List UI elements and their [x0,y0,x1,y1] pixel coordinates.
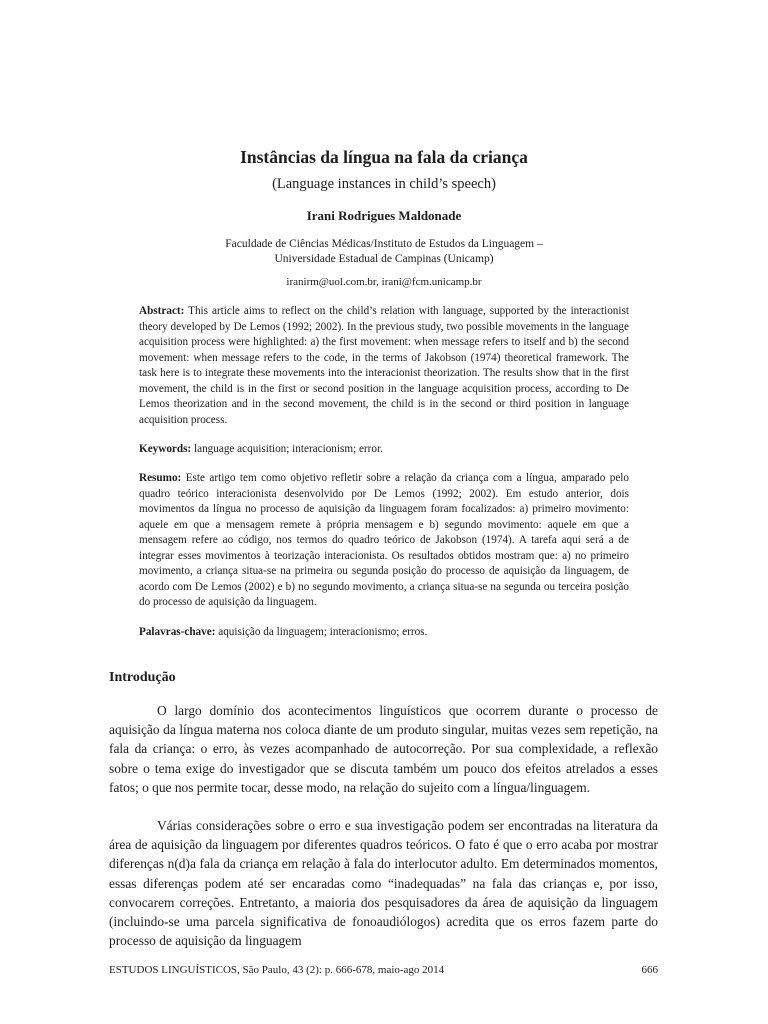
keywords-text: language acquisition; interacionism; error. [194,443,383,455]
section-heading: Introdução [109,670,176,685]
resumo [139,471,629,611]
abstract-text: This article aims to reflect on the child’s relation with language, supported by the interactionist theory developed by De Lemos (1992; 2002). In the previous study, two possible movements in the language acquisition process were highlighted: a) the first movement: when message refers to itself and b) the second movement: when message refers to the code, in the terms of Jakobson (1974) theoretical framework. The task here is to integrate these movements into the interacionist theorization. The results show that in the first movement, the child is in the first or second position in the language acquisition process, according to De Lemos theorization and in the second movement, the child is in the second or third position in language acquisition process. [139,305,629,426]
palavras-chave [139,625,629,641]
article-subtitle: (Language instances in child’s speech) [272,176,496,192]
keywords-label: Keywords: [139,443,192,455]
palavras-chave-label: Palavras-chave: [139,626,216,638]
page-number: 666 [641,964,658,976]
author-name: Irani Rodrigues Maldonade [306,208,462,223]
article-title: Instâncias da língua na fala da criança [240,147,528,167]
affiliation-line-2: Universidade Estadual de Campinas (Unicamp) [274,253,494,265]
palavras-chave-text: aquisição da linguagem; interacionismo; erros. [218,626,428,638]
abstract [139,304,629,428]
resumo-text: Este artigo tem como objetivo refletir sobre a relação da criança com a língua, amparado pelo quadro teórico interacionista desenvolvido por De Lemos (1992; 2002). Em estudo anterior, dois movimentos da língua no processo de aquisição da linguagem foram focalizados: a) primeiro movimento: aquele em que a mensagem remete à própria mensagem e b) segundo movimento: aquele em que a mensagem refere ao código, nos termos do quadro teórico de Jakobson (1974). A tarefa aqui será a de integrar esses movimentos à teorização interacionista. Os resultados obtidos mostram que: a) no primeiro movimento, a criança situa-se na primeira ou segunda posição do processo de aquisição da linguagem, de acordo com De Lemos (2002) e b) no segundo movimento, a criança situa-se na segunda ou terceira posição do processo de aquisição da linguagem. [139,472,629,608]
body-paragraph: O largo domínio dos acontecimentos linguísticos que ocorrem durante o processo de aquisição da língua materna nos coloca diante de um produto singular, muitas vezes sem repetição, na fala da criança: o erro, às vezes acompanhado de autocorreção. Por sua complexidade, a reflexão sobre o tema exige do investigador que se discuta também um pouco dos efeitos atrelados a esses fatos; o que nos permite tocar, desse modo, na relação do sujeito com a língua/linguagem. [109,703,658,795]
author-emails: iranirm@uol.com.br, irani@fcm.unicamp.br [286,276,482,288]
resumo-label: Resumo: [139,472,182,484]
affiliation-line-1: Faculdade de Ciências Médicas/Instituto de Estudos da Linguagem – [225,238,543,250]
abstract-label: Abstract: [139,305,185,317]
keywords [139,442,629,458]
author-affiliation [0,237,768,267]
body-paragraph: Várias considerações sobre o erro e sua investigação podem ser encontradas na literatura da área de aquisição da linguagem por diferentes quadros teóricos. O fato é que o erro acaba por mostrar diferenças n(d)a fala da criança em relação à fala do interlocutor adulto. Em determinados momentos, essas diferenças podem até ser encaradas como “inadequadas” na fala das crianças e, por isso, convocarem correções. Entretanto, a maioria dos pesquisadores da área de aquisição da linguagem (incluindo-se uma parcela significativa de fonoaudiólogos) acredita que os erros fazem parte do processo de aquisição da linguagem [109,818,658,949]
journal-citation: ESTUDOS LINGUÍSTICOS, São Paulo, 43 (2): p. 666-678, maio-ago 2014 [109,964,445,976]
